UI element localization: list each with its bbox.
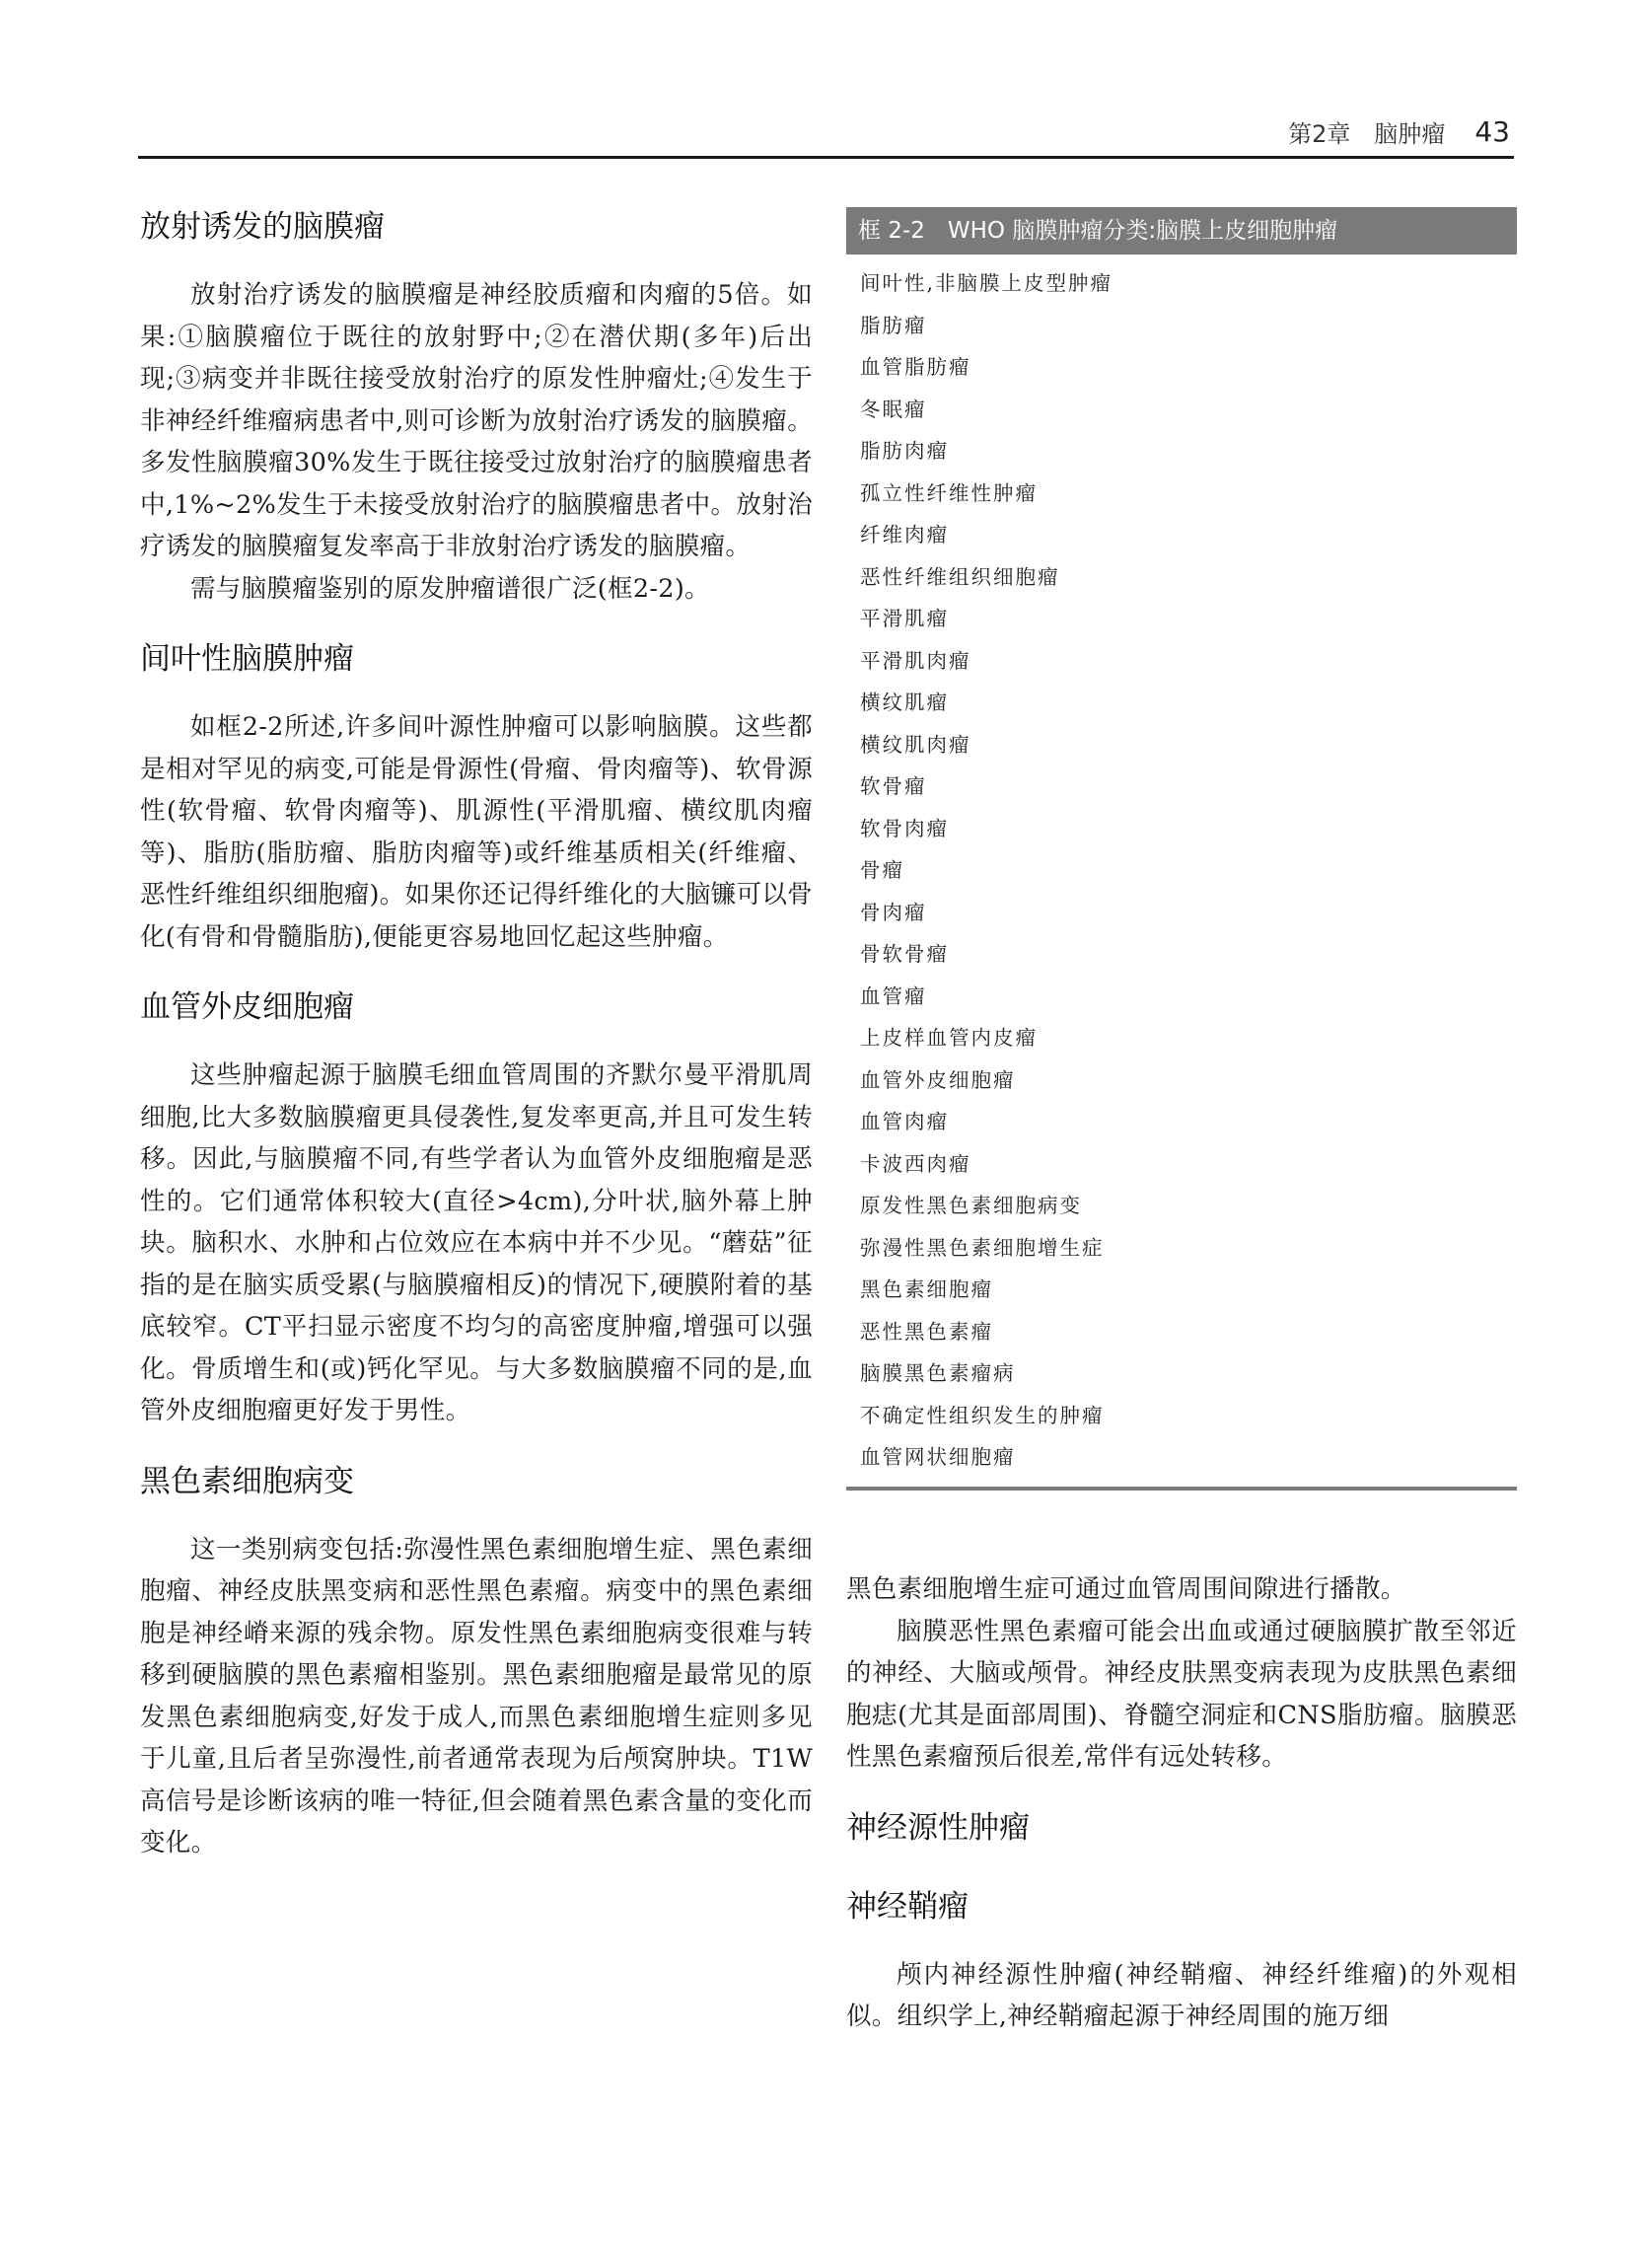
box-bottom-rule <box>846 1487 1517 1491</box>
paragraph-melanocytic: 这一类别病变包括:弥漫性黑色素细胞增生症、黑色素细胞瘤、神经皮肤黑变病和恶性黑色素瘤。病变中的黑色素细胞是神经嵴来源的残余物。原发性黑色素细胞病变很难与转移到硬脑膜的黑色素瘤相鉴别。黑色素细胞瘤是最常见的原发黑色素细胞病变,好发于成人,而黑色素细胞增生症则多见于儿童,且后者呈弥漫性,前者通常表现为后颅窝肿块。T1W高信号是诊断该病的唯一特征,但会随着黑色素含量的变化而变化。 <box>140 1534 813 1857</box>
section-heading-neurogenic: 神经源性肿瘤 <box>846 1809 1030 1846</box>
box-item: 冬眠瘤 <box>860 397 927 421</box>
box-item: 原发性黑色素细胞病变 <box>860 1194 1082 1217</box>
box-item: 血管脂肪瘤 <box>860 355 971 379</box>
running-header <box>138 107 1514 159</box>
box-item: 骨瘤 <box>860 858 904 882</box>
box-item: 横纹肌肉瘤 <box>860 732 971 757</box>
box-item: 恶性黑色素瘤 <box>860 1319 993 1344</box>
paragraph-mesenchymal: 如框2-2所述,许多间叶源性肿瘤可以影响脑膜。这些都是相对罕见的病变,可能是骨源性(骨瘤、骨肉瘤等)、软骨源性(软骨瘤、软骨肉瘤等)、肌源性(平滑肌瘤、横纹肌肉瘤等)、脂肪(脂肪瘤、脂肪肉瘤等)或纤维基质相关(纤维瘤、恶性纤维组织细胞瘤)。如果你还记得纤维化的大脑镰可以骨化(有骨和骨髓脂肪),便能更容易地回忆起这些肿瘤。 <box>140 712 813 952</box>
box-item: 纤维肉瘤 <box>860 523 949 546</box>
paragraph-malignant-melanoma: 脑膜恶性黑色素瘤可能会出血或通过硬脑膜扩散至邻近的神经、大脑或颅骨。神经皮肤黑变病表现为皮肤黑色素细胞痣(尤其是面部周围)、脊髓空洞症和CNS脂肪瘤。脑膜恶性黑色素瘤预后很差,常伴有远处转移。 <box>846 1616 1517 1772</box>
box-item: 软骨肉瘤 <box>860 816 949 840</box>
section-heading-hemangiopericytoma: 血管外皮细胞瘤 <box>140 989 354 1025</box>
box-item: 血管肉瘤 <box>860 1110 949 1133</box>
section-heading-schwannoma: 神经鞘瘤 <box>846 1888 969 1925</box>
box-item: 软骨瘤 <box>860 774 927 798</box>
paragraph-schwannoma: 颅内神经源性肿瘤(神经鞘瘤、神经纤维瘤)的外观相似。组织学上,神经鞘瘤起源于神经周围的施万细 <box>846 1959 1517 2031</box>
page-number: 43 <box>1474 114 1510 148</box>
box-item-list <box>846 255 1517 1479</box>
left-column <box>140 207 813 1864</box>
box-item: 不确定性组织发生的肿瘤 <box>860 1403 1105 1427</box>
box-item: 上皮样血管内皮瘤 <box>860 1026 1038 1050</box>
box-item: 恶性纤维组织细胞瘤 <box>860 564 1060 589</box>
box-item: 弥漫性黑色素细胞增生症 <box>860 1235 1105 1260</box>
section-heading-radiation-meningioma: 放射诱发的脑膜瘤 <box>140 209 385 245</box>
box-item: 平滑肌肉瘤 <box>860 648 971 673</box>
box-item: 骨肉瘤 <box>860 900 927 924</box>
box-item: 血管外皮细胞瘤 <box>860 1067 1016 1092</box>
chapter-title: 第2章 脑肿瘤 <box>1288 119 1446 148</box>
box-item: 脂肪瘤 <box>860 313 927 337</box>
box-item: 孤立性纤维性肿瘤 <box>860 480 1038 505</box>
box-title: 框 2-2 WHO 脑膜肿瘤分类:脑膜上皮细胞肿瘤 <box>846 207 1517 255</box>
box-item: 横纹肌瘤 <box>860 691 949 714</box>
box-item: 脂肪肉瘤 <box>860 439 949 463</box>
section-heading-mesenchymal: 间叶性脑膜肿瘤 <box>140 641 354 677</box>
box-item: 黑色素细胞瘤 <box>860 1277 993 1301</box>
box-item: 间叶性,非脑膜上皮型肿瘤 <box>860 271 1113 295</box>
box-2-2 <box>846 207 1517 1491</box>
right-column <box>846 1568 1517 2038</box>
paragraph-differential: 需与脑膜瘤鉴别的原发肿瘤谱很广泛(框2-2)。 <box>190 573 710 604</box>
paragraph-radiation-meningioma: 放射治疗诱发的脑膜瘤是神经胶质瘤和肉瘤的5倍。如果:①脑膜瘤位于既往的放射野中;②在潜伏期(多年)后出现;③病变并非既往接受放射治疗的原发性肿瘤灶;④发生于非神经纤维瘤病患者中,则可诊断为放射治疗诱发的脑膜瘤。多发性脑膜瘤30%发生于既往接受过放射治疗的脑膜瘤患者中,1%~2%发生于未接受放射治疗的脑膜瘤患者中。放射治疗诱发的脑膜瘤复发率高于非放射治疗诱发的脑膜瘤。 <box>140 280 813 561</box>
box-item: 血管网状细胞瘤 <box>860 1445 1016 1469</box>
box-item: 脑膜黑色素瘤病 <box>860 1361 1016 1385</box>
box-item: 卡波西肉瘤 <box>860 1151 971 1176</box>
box-item: 骨软骨瘤 <box>860 942 949 966</box>
box-item: 平滑肌瘤 <box>860 607 949 630</box>
paragraph-hemangiopericytoma: 这些肿瘤起源于脑膜毛细血管周围的齐默尔曼平滑肌周细胞,比大多数脑膜瘤更具侵袭性,复发率更高,并且可发生转移。因此,与脑膜瘤不同,有些学者认为血管外皮细胞瘤是恶性的。它们通常体积较大(直径>4cm),分叶状,脑外幕上肿块。脑积水、水肿和占位效应在本病中并不少见。“蘑菇”征指的是在脑实质受累(与脑膜瘤相反)的情况下,硬膜附着的基底较窄。CT平扫显示密度不均匀的高密度肿瘤,增强可以强化。骨质增生和(或)钙化罕见。与大多数脑膜瘤不同的是,血管外皮细胞瘤更好发于男性。 <box>140 1060 813 1425</box>
paragraph-melanocytic-continued: 黑色素细胞增生症可通过血管周围间隙进行播散。 <box>846 1574 1406 1604</box>
section-heading-melanocytic: 黑色素细胞病变 <box>140 1463 354 1499</box>
box-item: 血管瘤 <box>860 983 927 1008</box>
